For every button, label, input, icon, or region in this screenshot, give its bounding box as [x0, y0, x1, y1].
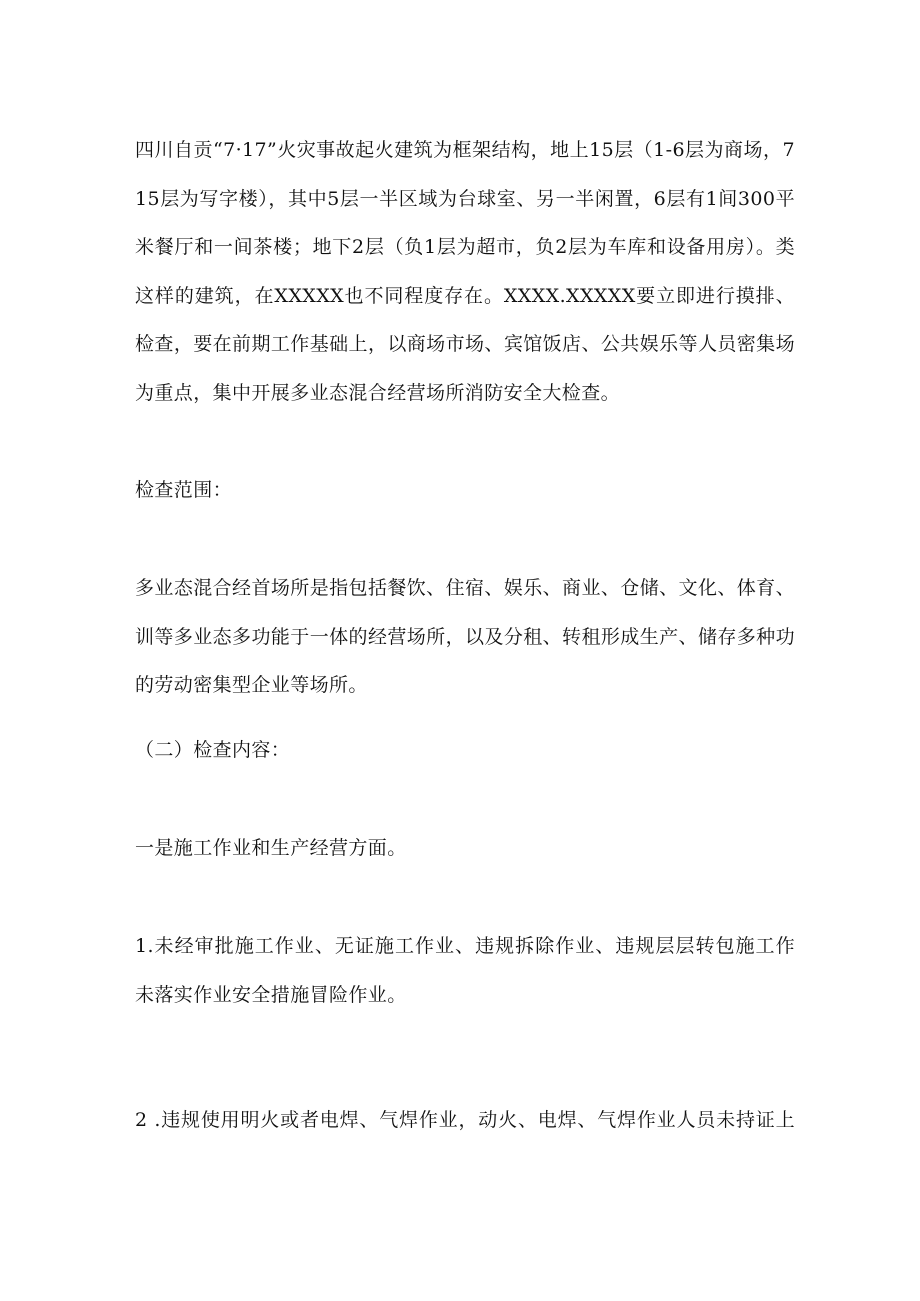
item-1-line: 1.未经审批施工作业、无证施工作业、违规拆除作业、违规层层转包施工作: [135, 935, 795, 957]
intro-line: 为重点，集中开展多业态混合经营场所消防安全大检查。: [135, 381, 621, 404]
scope-heading-block: [135, 466, 795, 515]
item-one-block: [135, 824, 795, 873]
item-1-paragraph: [135, 922, 795, 1019]
intro-line: 米餐厅和一间茶楼；地下2层（负1层为超市，负2层为车库和设备用房）。类: [135, 236, 795, 259]
scope-line: 的劳动密集型企业等场所。: [135, 674, 368, 697]
scope-heading: 检查范围：: [135, 479, 233, 501]
intro-line: 这样的建筑，在XXXXX也不同程度存在。XXXX.XXXXX要立即进行摸排、: [135, 284, 795, 307]
content-heading: （二）检查内容：: [135, 739, 291, 761]
item-1-line: 未落实作业安全措施冒险作业。: [135, 983, 407, 1006]
scope-line: 多业态混合经首场所是指包括餐饮、住宿、娱乐、商业、仓储、文化、体育、: [135, 577, 795, 599]
item-one-heading: 一是施工作业和生产经营方面。: [135, 837, 407, 859]
intro-line: 检查，要在前期工作基础上，以商场市场、宾馆饭店、公共娱乐等人员密集场: [135, 333, 795, 356]
intro-paragraph: [135, 126, 795, 418]
item-2-line: 2 .违规使用明火或者电焊、气焊作业，动火、电焊、气焊作业人员未持证上: [135, 1109, 795, 1131]
item-2-paragraph: [135, 1096, 795, 1145]
intro-line: 15层为写字楼），其中5层一半区域为台球室、另一半闲置，6层有1间300平: [135, 187, 795, 210]
scope-line: 训等多业态多功能于一体的经营场所，以及分租、转租形成生产、储存多种功: [135, 625, 795, 648]
content-heading-block: [135, 726, 795, 775]
scope-paragraph: [135, 564, 795, 710]
intro-line: 四川自贡“7·17”火灾事故起火建筑为框架结构，地上15层（1-6层为商场，7: [135, 139, 795, 161]
